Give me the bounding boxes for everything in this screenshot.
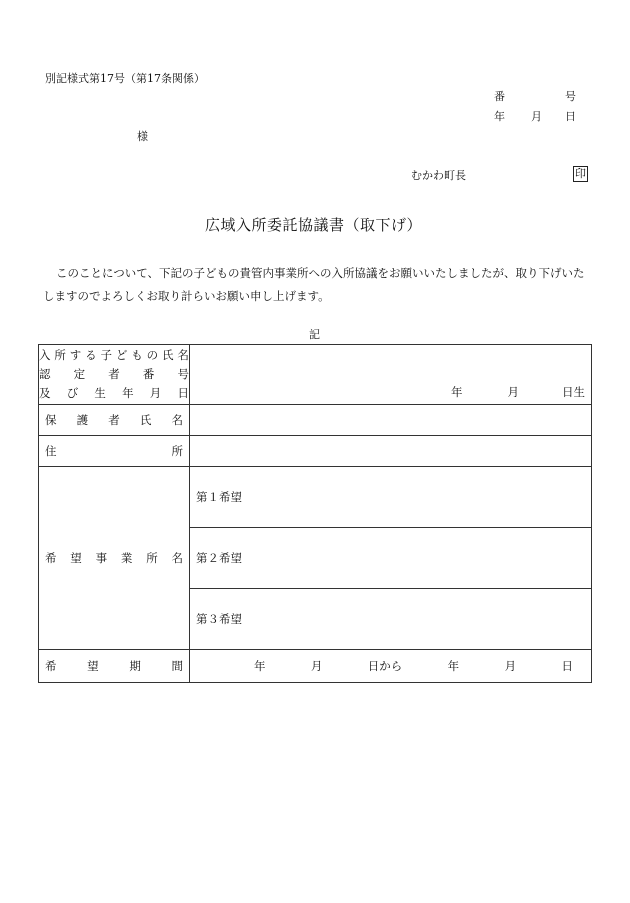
- field-child-info[interactable]: [190, 345, 592, 405]
- date-month: 月: [531, 110, 542, 123]
- period-start-year: 年: [254, 659, 266, 673]
- period-start-day: 日から: [367, 659, 403, 673]
- issuer-name: むかわ町長: [411, 169, 466, 182]
- body-paragraph: このことについて、下記の子どもの貴管内事業所への入所協議をお願いいたしましたが、取り下げいたしますのでよろしくお取り計らいお願い申し上げます。: [43, 266, 585, 303]
- birth-year-label: 年: [451, 384, 463, 399]
- period-end-day: 日: [561, 659, 573, 673]
- document-title: 広域入所委託協議書（取下げ）: [205, 216, 423, 234]
- field-address[interactable]: [190, 436, 592, 467]
- date-day: 日: [565, 110, 576, 123]
- label-hope-period: 希 望 期 間: [39, 650, 190, 683]
- label-hope-facility: 希 望 事 業 所 名: [39, 467, 190, 650]
- label-address: 住 所: [39, 436, 190, 467]
- label-child-info: [39, 345, 190, 405]
- period-end-year: 年: [447, 659, 460, 673]
- birth-day-label: 日生: [562, 384, 585, 399]
- number-label-right: 号: [565, 90, 576, 103]
- birth-month-label: 月: [507, 384, 519, 399]
- field-hope-2[interactable]: 第２希望: [190, 528, 592, 589]
- form-table: [38, 344, 592, 683]
- label-birthdate: 及 び 生 年 月 日: [39, 386, 189, 400]
- label-child-name: 入 所 す る 子 ど も の 氏 名: [39, 348, 189, 362]
- ki-mark: 記: [309, 328, 320, 341]
- period-end-month: 月: [504, 659, 517, 673]
- row-child-info: [39, 345, 592, 405]
- field-hope-period[interactable]: [190, 650, 592, 683]
- seal-mark: 印: [575, 167, 586, 180]
- row-hope-1: [39, 467, 592, 528]
- field-guardian-name[interactable]: [190, 405, 592, 436]
- label-certification-number: 認 定 者 番 号: [39, 367, 189, 381]
- number-label-left: 番: [494, 90, 505, 103]
- period-start-month: 月: [310, 659, 323, 673]
- row-hope-period: [39, 650, 592, 683]
- label-guardian-name: 保 護 者 氏 名: [39, 405, 190, 436]
- date-year: 年: [494, 110, 505, 123]
- addressee-suffix: 様: [137, 130, 148, 143]
- birthdate-field: [190, 346, 591, 404]
- row-address: [39, 436, 592, 467]
- field-hope-1[interactable]: 第１希望: [190, 467, 592, 528]
- row-guardian: [39, 405, 592, 436]
- field-hope-3[interactable]: 第３希望: [190, 589, 592, 650]
- form-number: 別記様式第17号（第17条関係）: [45, 72, 205, 85]
